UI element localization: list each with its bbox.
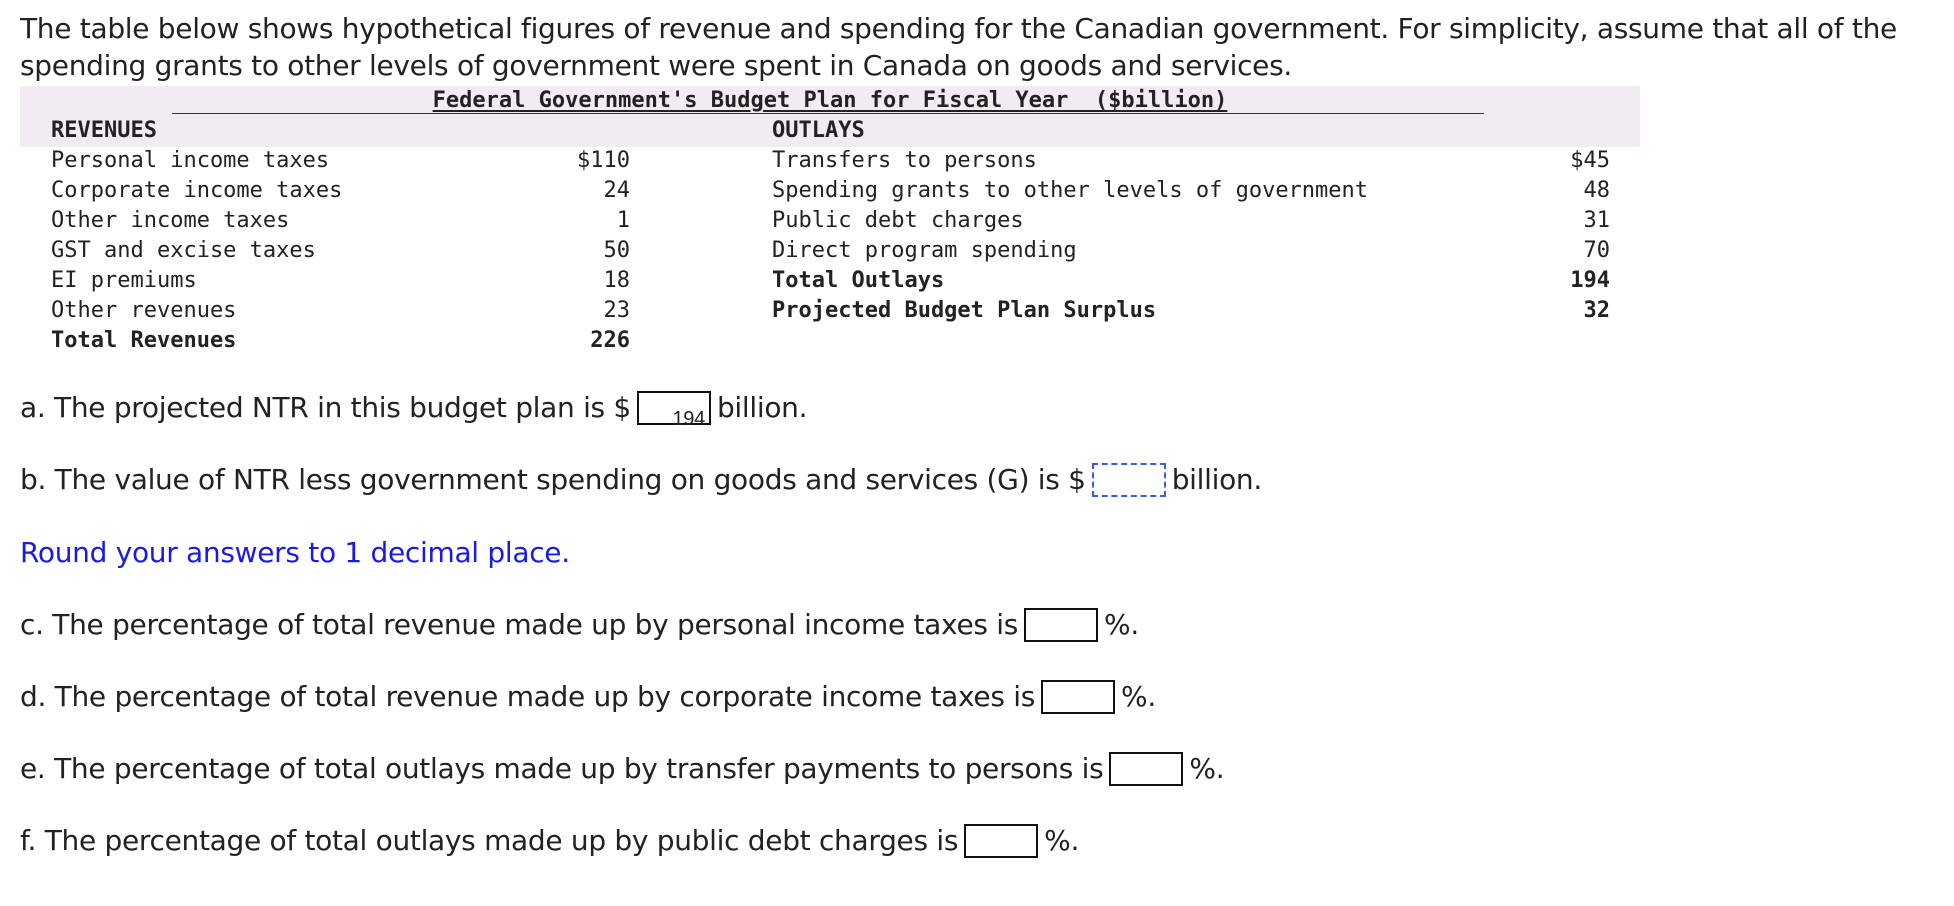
outlay-label: Direct program spending bbox=[772, 238, 1077, 263]
question-d-unit: %. bbox=[1121, 680, 1156, 713]
rounding-note: Round your answers to 1 decimal place. bbox=[20, 536, 570, 569]
table-title: Federal Government's Budget Plan for Fiscal Year ($billion) bbox=[432, 88, 1228, 113]
total-revenues-label: Total Revenues bbox=[51, 328, 237, 353]
question-c-text: c. The percentage of total revenue made up by personal income taxes is bbox=[20, 608, 1019, 641]
answer-d-input[interactable] bbox=[1041, 680, 1115, 714]
revenue-value: $110 bbox=[577, 148, 630, 173]
question-e-text: e. The percentage of total outlays made up by transfer payments to persons is bbox=[20, 752, 1104, 785]
intro-text: The table below shows hypothetical figures of revenue and spending for the Canadian government. For simplicity, assume that all of the spending grants to other levels of government were spent in Canada on goods and services. bbox=[20, 12, 1897, 82]
revenue-label: Other income taxes bbox=[51, 208, 290, 233]
answer-a-input[interactable]: 194 bbox=[637, 391, 711, 425]
answer-c-input[interactable] bbox=[1024, 608, 1098, 642]
budget-table bbox=[20, 86, 1640, 362]
revenue-label: Other revenues bbox=[51, 298, 237, 323]
revenue-label: EI premiums bbox=[51, 268, 197, 293]
outlay-value: $45 bbox=[1570, 148, 1610, 173]
question-f-unit: %. bbox=[1044, 824, 1080, 857]
question-b-unit: billion. bbox=[1171, 463, 1262, 496]
surplus-label: Projected Budget Plan Surplus bbox=[772, 298, 1157, 323]
question-b bbox=[20, 460, 1262, 500]
question-c-unit: %. bbox=[1104, 608, 1139, 641]
question-a-text: a. The projected NTR in this budget plan is $ bbox=[20, 391, 631, 424]
question-a bbox=[20, 388, 807, 428]
outlay-label: Transfers to persons bbox=[772, 148, 1037, 173]
revenue-value: 24 bbox=[603, 178, 630, 203]
total-outlays-value: 194 bbox=[1570, 268, 1610, 293]
question-e-unit: %. bbox=[1189, 752, 1225, 785]
revenue-value: 23 bbox=[603, 298, 630, 323]
revenue-label: Corporate income taxes bbox=[51, 178, 343, 203]
revenue-value: 50 bbox=[603, 238, 630, 263]
revenue-label: Personal income taxes bbox=[51, 148, 330, 173]
question-e bbox=[20, 749, 1224, 789]
revenue-label: GST and excise taxes bbox=[51, 238, 316, 263]
outlay-value: 70 bbox=[1583, 238, 1610, 263]
revenue-value: 1 bbox=[616, 208, 630, 233]
revenue-value: 18 bbox=[603, 268, 630, 293]
outlay-label: Spending grants to other levels of government bbox=[772, 178, 1369, 203]
question-f-text: f. The percentage of total outlays made up by public debt charges is bbox=[20, 824, 959, 857]
answer-e-input[interactable] bbox=[1109, 752, 1183, 786]
question-b-text: b. The value of NTR less government spending on goods and services (G) is $ bbox=[20, 463, 1086, 496]
question-d bbox=[20, 677, 1156, 717]
outlays-header: OUTLAYS bbox=[772, 118, 865, 143]
question-c bbox=[20, 605, 1139, 645]
question-d-text: d. The percentage of total revenue made up by corporate income taxes is bbox=[20, 680, 1036, 713]
answer-b-input[interactable] bbox=[1092, 463, 1166, 497]
surplus-value: 32 bbox=[1583, 298, 1610, 323]
outlay-label: Public debt charges bbox=[772, 208, 1024, 233]
outlay-value: 31 bbox=[1583, 208, 1610, 233]
total-revenues-value: 226 bbox=[590, 328, 630, 353]
revenues-header: REVENUES bbox=[51, 118, 157, 143]
answer-f-input[interactable] bbox=[964, 824, 1038, 858]
total-outlays-label: Total Outlays bbox=[772, 268, 945, 293]
question-f bbox=[20, 821, 1079, 861]
question-a-unit: billion. bbox=[716, 391, 808, 424]
outlay-value: 48 bbox=[1583, 178, 1610, 203]
